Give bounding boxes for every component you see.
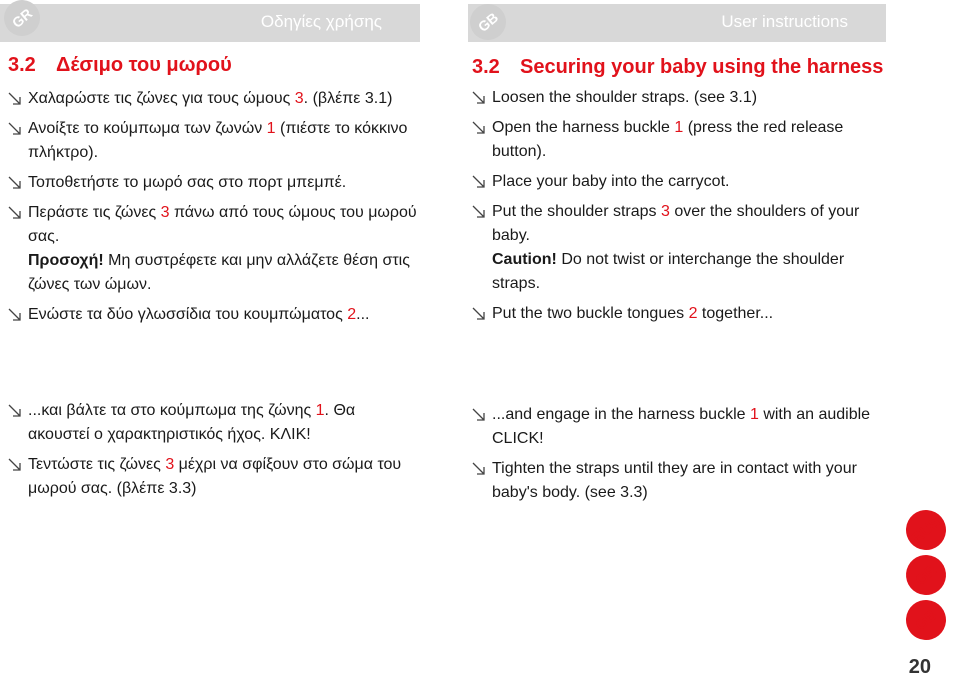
bullet [8, 201, 28, 297]
arrow-icon [472, 121, 486, 135]
item-text-before: Put the two buckle tongues [492, 305, 689, 322]
item-text-before: Τεντώστε τις ζώνες [28, 456, 166, 473]
language-badge-gr: GR [898, 547, 954, 603]
arrow-icon [8, 122, 22, 136]
item-text-after: μέχρι να σφίξουν στο σώμα του μωρού σας. (βλέπε 3.3) [28, 456, 402, 497]
item-text [492, 200, 892, 296]
section-number: 3.2 [8, 54, 36, 76]
list-item [8, 117, 428, 165]
list-item [8, 399, 413, 447]
list-item [472, 200, 892, 296]
arrow-icon [8, 404, 22, 418]
item-text-after: over the shoulders of your baby. [492, 203, 860, 244]
bullet [472, 457, 492, 505]
arrow-icon [8, 92, 22, 106]
language-badge-gb: GB [898, 592, 954, 648]
language-badge-rus: RUS [898, 502, 954, 558]
section-title-english [472, 54, 892, 81]
list-item [472, 86, 892, 110]
item-text-before: Περάστε τις ζώνες [28, 204, 161, 221]
list-item [8, 453, 413, 501]
bullet [8, 87, 28, 111]
language-badge-gr-header: GR [0, 0, 47, 43]
item-text-after: with an audible CLICK! [492, 406, 871, 447]
greek-column-bottom [8, 399, 413, 501]
header-bar-greek [0, 4, 420, 42]
arrow-icon [8, 206, 22, 220]
english-column-top [472, 54, 892, 326]
bullet [472, 116, 492, 164]
item-text [492, 457, 877, 505]
list-item [8, 87, 428, 111]
item-ref-number: 3 [160, 204, 170, 221]
arrow-icon [472, 205, 486, 219]
item-text-plain: Place your baby into the carrycot. [492, 173, 730, 190]
arrow-icon [472, 175, 486, 189]
item-ref-number: 1 [674, 119, 684, 136]
item-text-after: ... [356, 306, 370, 323]
item-text-before: Ενώστε τα δύο γλωσσίδια του κουμπώματος [28, 306, 348, 323]
item-text-after: (πιέστε το κόκκινο πλήκτρο). [28, 120, 408, 161]
language-badge-gb-header: GB [463, 0, 514, 47]
item-text [28, 171, 428, 195]
item-text [492, 86, 892, 110]
english-column-bottom [472, 403, 877, 505]
item-text [492, 403, 877, 451]
list-item [8, 201, 428, 297]
item-text-after: . Θα ακουστεί ο χαρακτηριστικός ήχος. ΚΛΙΚ! [28, 402, 356, 443]
bullet [472, 403, 492, 451]
item-text-plain: Loosen the shoulder straps. (see 3.1) [492, 89, 758, 106]
item-text [28, 399, 413, 447]
item-text [28, 201, 428, 297]
header-title-greek: Οδηγίες χρήσης [260, 12, 382, 31]
item-text-after: (press the red release button). [492, 119, 844, 160]
bullet [472, 302, 492, 326]
item-ref-number: 2 [347, 306, 357, 323]
header-bar-english [468, 4, 886, 42]
item-text-before: Open the harness buckle [492, 119, 675, 136]
arrow-icon [8, 458, 22, 472]
list-item [472, 302, 892, 326]
item-text-after: πάνω από τους ώμους του μωρού σας. [28, 204, 417, 245]
caution-label: Προσοχή! [28, 252, 104, 269]
bullet [472, 170, 492, 194]
list-item [472, 170, 892, 194]
caution-label: Caution! [492, 251, 557, 268]
item-text-after: . (βλέπε 3.1) [303, 90, 393, 107]
arrow-icon [8, 176, 22, 190]
item-ref-number: 3 [660, 203, 670, 220]
arrow-icon [472, 462, 486, 476]
bullet [8, 453, 28, 501]
section-number: 3.2 [472, 56, 500, 78]
bullet [8, 117, 28, 165]
list-item [472, 457, 877, 505]
list-item [8, 171, 428, 195]
section-heading: Securing your baby using the harness [520, 56, 884, 78]
item-text-plain: Tighten the straps until they are in contact with your baby's body. (see 3.3) [492, 460, 857, 501]
item-text-after: together... [697, 305, 774, 322]
list-item [8, 303, 428, 327]
caution-text: Do not twist or interchange the shoulder straps. [492, 251, 845, 292]
instruction-list-english-top [472, 86, 892, 326]
item-text [28, 117, 428, 165]
item-text-before: Χαλαρώστε τις ζώνες για τους ώμους [28, 90, 295, 107]
item-text-before: ...και βάλτε τα στο κούμπωμα της ζώνης [28, 402, 316, 419]
item-text-before: Ανοίξτε το κούμπωμα των ζωνών [28, 120, 267, 137]
item-ref-number: 3 [294, 90, 304, 107]
instruction-list-english-bottom [472, 403, 877, 505]
greek-column-top [8, 52, 428, 327]
arrow-icon [8, 308, 22, 322]
bullet [472, 86, 492, 110]
bullet [8, 303, 28, 327]
bullet [8, 171, 28, 195]
item-text [492, 170, 892, 194]
header-title-english: User instructions [721, 12, 848, 31]
item-text [28, 303, 428, 327]
bullet [472, 200, 492, 296]
arrow-icon [472, 307, 486, 321]
bullet [8, 399, 28, 447]
page-number: 20 [908, 656, 931, 678]
list-item [472, 403, 877, 451]
item-text-plain: Τοποθετήστε το μωρό σας στο πορτ μπεμπέ. [28, 174, 347, 191]
item-text [492, 302, 892, 326]
item-ref-number: 1 [749, 406, 759, 423]
section-title-greek [8, 52, 428, 79]
list-item [472, 116, 892, 164]
instruction-list-greek-top [8, 87, 428, 327]
arrow-icon [472, 408, 486, 422]
caution-text: Μη συστρέφετε και μην αλλάζετε θέση στις ζώνες των ώμων. [28, 252, 410, 293]
arrow-icon [472, 91, 486, 105]
item-ref-number: 3 [165, 456, 175, 473]
instruction-list-greek-bottom [8, 399, 413, 501]
item-ref-number: 1 [315, 402, 325, 419]
item-text [28, 87, 428, 111]
item-ref-number: 1 [266, 120, 276, 137]
item-text-before: ...and engage in the harness buckle [492, 406, 750, 423]
item-text [492, 116, 892, 164]
item-ref-number: 2 [688, 305, 698, 322]
item-text-before: Put the shoulder straps [492, 203, 661, 220]
item-text [28, 453, 413, 501]
section-heading: Δέσιμο του μωρού [56, 54, 232, 76]
